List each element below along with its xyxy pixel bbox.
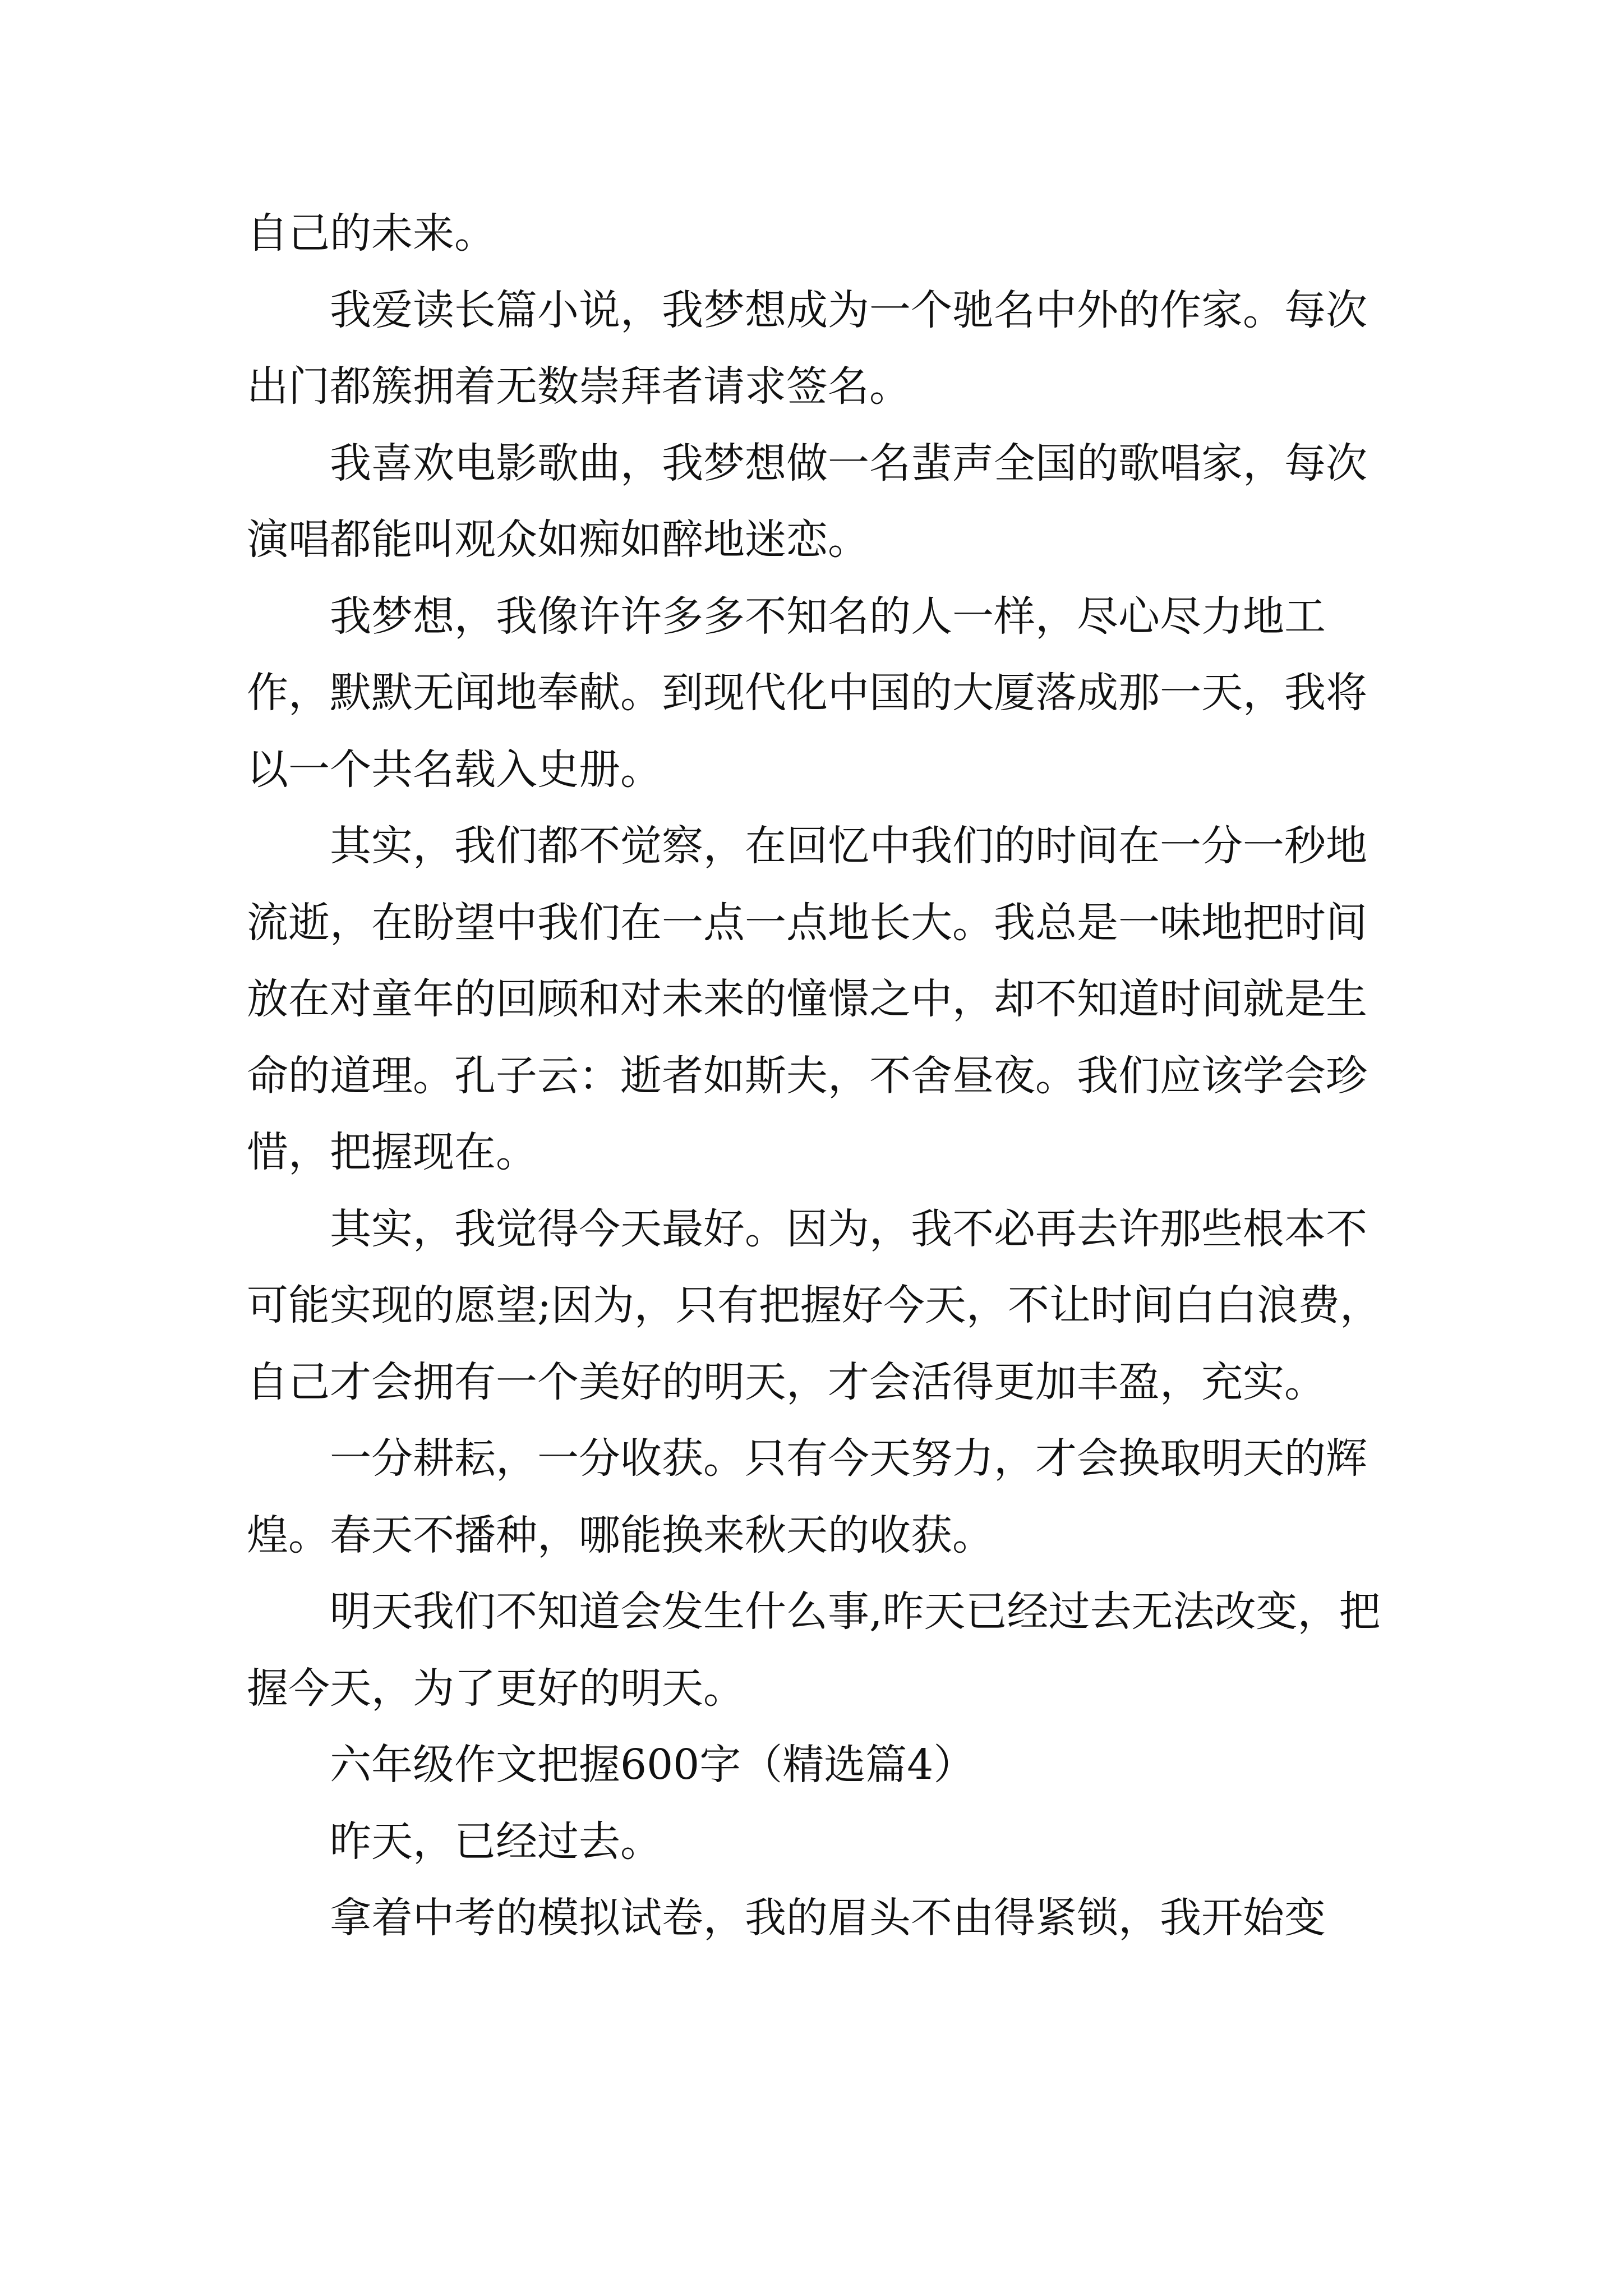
paragraph-10: 拿着中考的模拟试卷，我的眉头不由得紧锁，我开始变 xyxy=(330,1894,1326,1942)
paragraph-9: 昨天，已经过去。 xyxy=(330,1817,662,1866)
paragraph-5: 其实，我们都不觉察，在回忆中我们的时间在一分一秒地流逝，在盼望中我们在一点一点地长大。我总是一味地把时间放在对童年的回顾和对未来的憧憬之中，却不知道时间就是生命的道理。孔子云：逝者如斯夫，不舍昼夜。我们应该学会珍惜，把握现在。 xyxy=(247,822,1367,1176)
paragraph-1: 自己的未来。 xyxy=(247,209,496,257)
paragraph-2: 我爱读长篇小说，我梦想成为一个驰名中外的作家。每次出门都簇拥着无数崇拜者请求签名。 xyxy=(247,286,1367,411)
document-body xyxy=(247,195,1391,1957)
section-heading: 六年级作文把握600字（精选篇4） xyxy=(330,1741,975,1789)
paragraph-8: 明天我们不知道会发生什么事,昨天已经过去无法改变，把握今天，为了更好的明天。 xyxy=(247,1588,1381,1713)
paragraph-6: 其实，我觉得今天最好。因为，我不必再去许那些根本不可能实现的愿望;因为，只有把握好今天，不让时间白白浪费，自己才会拥有一个美好的明天，才会活得更加丰盈，充实。 xyxy=(247,1204,1381,1406)
paragraph-3: 我喜欢电影歌曲，我梦想做一名蜚声全国的歌唱家，每次演唱都能叫观众如痴如醉地迷恋。 xyxy=(247,439,1367,564)
paragraph-7: 一分耕耘，一分收获。只有今天努力，才会换取明天的辉煌。春天不播种，哪能换来秋天的收获。 xyxy=(247,1434,1367,1559)
paragraph-4: 我梦想，我像许许多多不知名的人一样，尽心尽力地工作，默默无闻地奉献。到现代化中国的大厦落成那一天，我将以一个共名载入史册。 xyxy=(247,592,1367,794)
